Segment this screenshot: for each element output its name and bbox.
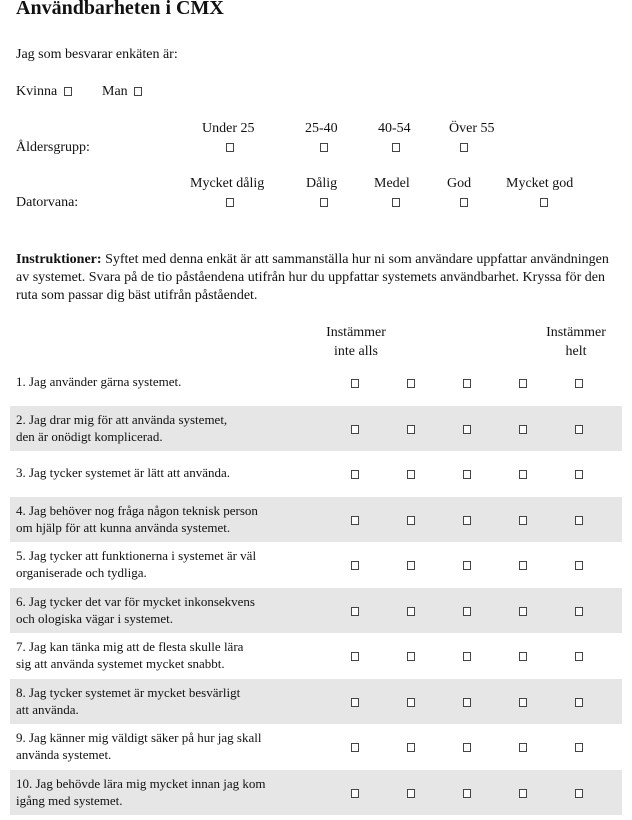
rating-checkbox-2[interactable] — [407, 425, 415, 434]
rating-checkbox-3[interactable] — [463, 607, 471, 616]
gender-female-checkbox[interactable] — [64, 87, 72, 96]
rating-checkbox-3[interactable] — [463, 698, 471, 707]
rating-checkbox-5[interactable] — [575, 561, 583, 570]
scale-left-line2: inte alls — [334, 344, 378, 359]
rating-checkbox-4[interactable] — [519, 789, 527, 798]
age-option-label: 40-54 — [378, 121, 411, 136]
scale-right-line1: Instämmer — [546, 325, 606, 340]
rating-checkbox-1[interactable] — [351, 607, 359, 616]
statement-text — [16, 411, 227, 445]
statement-line: 1. Jag använder gärna systemet. — [16, 374, 182, 389]
statement-text — [16, 373, 181, 390]
rating-checkbox-5[interactable] — [575, 652, 583, 661]
page-title: Användbarheten i CMX — [16, 0, 224, 19]
age-option-label: Under 25 — [202, 121, 255, 136]
rating-checkbox-5[interactable] — [575, 698, 583, 707]
statement-line: 9. Jag känner mig väldigt säker på hur jag skall — [16, 730, 262, 745]
rating-checkbox-3[interactable] — [463, 743, 471, 752]
statement-line: den är onödigt komplicerad. — [16, 428, 163, 444]
age-checkbox[interactable] — [460, 143, 468, 152]
rating-checkbox-1[interactable] — [351, 698, 359, 707]
experience-checkbox[interactable] — [460, 198, 468, 207]
gender-male-checkbox[interactable] — [134, 87, 142, 96]
rating-checkbox-3[interactable] — [463, 561, 471, 570]
age-checkbox[interactable] — [320, 143, 328, 152]
statement-line: använda systemet. — [16, 747, 112, 762]
age-option-label: 25-40 — [305, 121, 338, 136]
rating-checkbox-5[interactable] — [575, 470, 583, 479]
experience-option-label: Mycket dålig — [190, 176, 265, 191]
rating-checkbox-5[interactable] — [575, 607, 583, 616]
experience-option-label: God — [447, 176, 472, 191]
statement-row — [10, 724, 622, 770]
statement-text — [16, 684, 240, 718]
instructions-label: Instruktioner: — [16, 252, 102, 267]
rating-checkbox-5[interactable] — [575, 789, 583, 798]
rating-checkbox-1[interactable] — [351, 561, 359, 570]
statement-row — [10, 679, 622, 725]
statement-line: 8. Jag tycker systemet är mycket besvärligt — [16, 684, 241, 700]
rating-checkbox-4[interactable] — [519, 470, 527, 479]
statement-line: organiserade och tydliga. — [16, 565, 147, 580]
statement-text — [16, 547, 256, 581]
statement-line: sig att använda systemet mycket snabbt. — [16, 656, 225, 671]
experience-checkbox[interactable] — [540, 198, 548, 207]
statement-line: 7. Jag kan tänka mig att de flesta skulle lära — [16, 639, 244, 654]
rating-checkbox-3[interactable] — [463, 470, 471, 479]
statement-line: 2. Jag drar mig för att använda systemet, — [16, 411, 228, 427]
statement-line: 10. Jag behövde lära mig mycket innan jag kom — [16, 775, 266, 791]
scale-left-header — [318, 323, 394, 361]
statement-line: 5. Jag tycker att funktionerna i systemet är väl — [16, 548, 257, 563]
rating-checkbox-5[interactable] — [575, 516, 583, 525]
rating-checkbox-1[interactable] — [351, 743, 359, 752]
experience-option-label: Dålig — [306, 176, 338, 191]
statement-row — [10, 542, 622, 588]
rating-checkbox-4[interactable] — [519, 698, 527, 707]
statement-text — [16, 593, 255, 627]
rating-checkbox-2[interactable] — [407, 789, 415, 798]
rating-checkbox-2[interactable] — [407, 698, 415, 707]
rating-checkbox-4[interactable] — [519, 561, 527, 570]
rating-checkbox-1[interactable] — [351, 470, 359, 479]
statement-text — [16, 638, 243, 672]
rating-checkbox-2[interactable] — [407, 561, 415, 570]
age-option-label: Över 55 — [449, 121, 495, 136]
age-group-label: Åldersgrupp: — [16, 140, 90, 155]
computer-experience-label: Datorvana: — [16, 195, 79, 210]
statement-row — [10, 360, 622, 406]
scale-right-header — [538, 323, 614, 361]
rating-checkbox-2[interactable] — [407, 743, 415, 752]
rating-checkbox-2[interactable] — [407, 516, 415, 525]
instructions-text: Syftet med denna enkät är att sammanställa hur ni som användare uppfattar användningen av systemet. Svara på de tio påståendena utifrån hur du uppfattar systemets användbarhet. Kryssa för den ruta som passar dig bäst utifrån påståendet. — [16, 252, 609, 303]
rating-checkbox-1[interactable] — [351, 379, 359, 388]
statement-line: igång med systemet. — [16, 792, 123, 808]
scale-left-line1: Instämmer — [326, 325, 386, 340]
gender-option-female — [16, 84, 72, 100]
rating-checkbox-4[interactable] — [519, 379, 527, 388]
rating-checkbox-5[interactable] — [575, 379, 583, 388]
rating-checkbox-2[interactable] — [407, 379, 415, 388]
statement-row — [10, 451, 622, 497]
rating-checkbox-2[interactable] — [407, 652, 415, 661]
rating-checkbox-4[interactable] — [519, 743, 527, 752]
statement-line: om hjälp för att kunna använda systemet. — [16, 519, 231, 535]
age-checkbox[interactable] — [392, 143, 400, 152]
rating-checkbox-4[interactable] — [519, 516, 527, 525]
statement-text — [16, 502, 258, 536]
rating-checkbox-3[interactable] — [463, 516, 471, 525]
statement-text — [16, 729, 262, 763]
statement-line: 4. Jag behöver nog fråga någon teknisk person — [16, 502, 258, 518]
statement-row — [10, 770, 622, 816]
statement-text — [16, 775, 265, 809]
rating-checkbox-4[interactable] — [519, 607, 527, 616]
experience-checkbox[interactable] — [226, 198, 234, 207]
experience-checkbox[interactable] — [320, 198, 328, 207]
instructions — [16, 251, 616, 305]
rating-checkbox-3[interactable] — [463, 425, 471, 434]
statement-row — [10, 588, 622, 634]
gender-label-male: Man — [102, 84, 128, 99]
rating-checkbox-1[interactable] — [351, 789, 359, 798]
scale-right-line2: helt — [565, 344, 587, 359]
rating-checkbox-5[interactable] — [575, 425, 583, 434]
rating-checkbox-3[interactable] — [463, 379, 471, 388]
statement-row — [10, 633, 622, 679]
statement-line: 3. Jag tycker systemet är lätt att använda. — [16, 465, 231, 480]
rating-checkbox-4[interactable] — [519, 425, 527, 434]
statement-row — [10, 406, 622, 452]
statement-line: 6. Jag tycker det var för mycket inkonsekvens — [16, 593, 255, 609]
rating-checkbox-1[interactable] — [351, 652, 359, 661]
rating-checkbox-4[interactable] — [519, 652, 527, 661]
experience-option-label: Mycket god — [506, 176, 574, 191]
rating-checkbox-1[interactable] — [351, 516, 359, 525]
rating-checkbox-1[interactable] — [351, 425, 359, 434]
experience-option-label: Medel — [374, 176, 410, 191]
rating-checkbox-3[interactable] — [463, 789, 471, 798]
gender-option-male — [102, 84, 142, 100]
rating-checkbox-3[interactable] — [463, 652, 471, 661]
rating-checkbox-2[interactable] — [407, 607, 415, 616]
respondent-intro: Jag som besvarar enkäten är: — [16, 47, 178, 62]
experience-checkbox[interactable] — [392, 198, 400, 207]
statement-text — [16, 464, 230, 481]
statement-row — [10, 497, 622, 543]
statement-line: och ologiska vägar i systemet. — [16, 610, 174, 626]
rating-checkbox-2[interactable] — [407, 470, 415, 479]
age-checkbox[interactable] — [226, 143, 234, 152]
gender-label-female: Kvinna — [16, 84, 58, 99]
statement-line: att använda. — [16, 701, 79, 717]
rating-checkbox-5[interactable] — [575, 743, 583, 752]
